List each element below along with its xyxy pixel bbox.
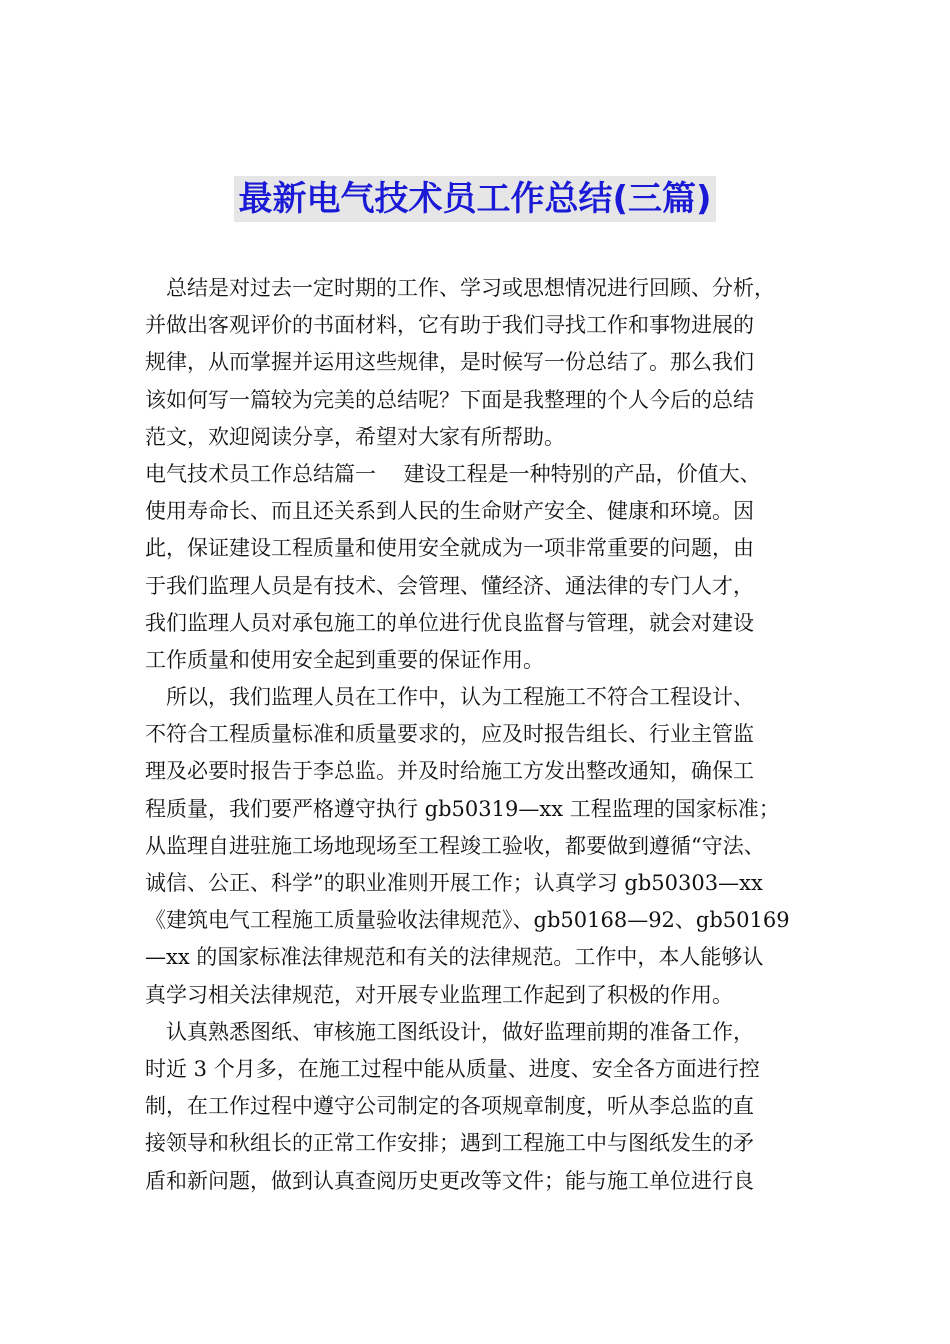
text-line: 电气技术员工作总结篇一 建设工程是一种特别的产品，价值大、	[145, 461, 761, 486]
title-container	[0, 176, 950, 222]
text-line: 于我们监理人员是有技术、会管理、懂经济、通法律的专门人才，	[145, 573, 754, 598]
text-line: 认真熟悉图纸、审核施工图纸设计，做好监理前期的准备工作，	[166, 1019, 754, 1044]
text-line: 从监理自进驻施工场地现场至工程竣工验收，都要做到遵循“守法、	[145, 833, 765, 858]
text-line: 时近 3 个月多，在施工过程中能从质量、进度、安全各方面进行控	[145, 1056, 760, 1081]
text-line: 《建筑电气工程施工质量验收法律规范》、gb50168—92、gb50169	[145, 908, 790, 933]
text-line: 诚信、公正、科学”的职业准则开展工作；认真学习 gb50303—xx	[145, 871, 763, 895]
document-body	[145, 270, 825, 1200]
text-line: 使用寿命长、而且还关系到人民的生命财产安全、健康和环境。因	[145, 499, 754, 524]
text-line: 规律，从而掌握并运用这些规律，是时候写一份总结了。那么我们	[145, 350, 754, 375]
text-line: 我们监理人员对承包施工的单位进行优良监督与管理，就会对建设	[145, 610, 754, 635]
text-line: —xx 的国家标准法律规范和有关的法律规范。工作中，本人能够认	[145, 945, 764, 970]
text-line: 接领导和秋组长的正常工作安排；遇到工程施工中与图纸发生的矛	[145, 1131, 754, 1156]
document-title: 最新电气技术员工作总结(三篇)	[234, 176, 715, 222]
text-line: 程质量，我们要严格遵守执行 gb50319—xx 工程监理的国家标准；	[145, 796, 780, 821]
text-line: 理及必要时报告于李总监。并及时给施工方发出整改通知，确保工	[145, 759, 754, 784]
text-line: 该如何写一篇较为完美的总结呢？下面是我整理的个人今后的总结	[145, 387, 754, 412]
text-line: 总结是对过去一定时期的工作、学习或思想情况进行回顾、分析，	[166, 276, 775, 300]
text-line: 工作质量和使用安全起到重要的保证作用。	[145, 647, 544, 672]
text-line: 此，保证建设工程质量和使用安全就成为一项非常重要的问题，由	[145, 536, 754, 561]
text-line: 所以，我们监理人员在工作中，认为工程施工不符合工程设计、	[166, 685, 754, 710]
text-line: 盾和新问题，做到认真查阅历史更改等文件；能与施工单位进行良	[145, 1168, 754, 1193]
text-line: 范文，欢迎阅读分享，希望对大家有所帮助。	[145, 424, 565, 449]
text-line: 不符合工程质量标准和质量要求的，应及时报告组长、行业主管监	[145, 722, 754, 747]
text-line: 真学习相关法律规范，对开展专业监理工作起到了积极的作用。	[145, 982, 733, 1007]
text-line: 并做出客观评价的书面材料，它有助于我们寻找工作和事物进展的	[145, 313, 754, 338]
text-line: 制，在工作过程中遵守公司制定的各项规章制度，听从李总监的直	[145, 1094, 754, 1119]
